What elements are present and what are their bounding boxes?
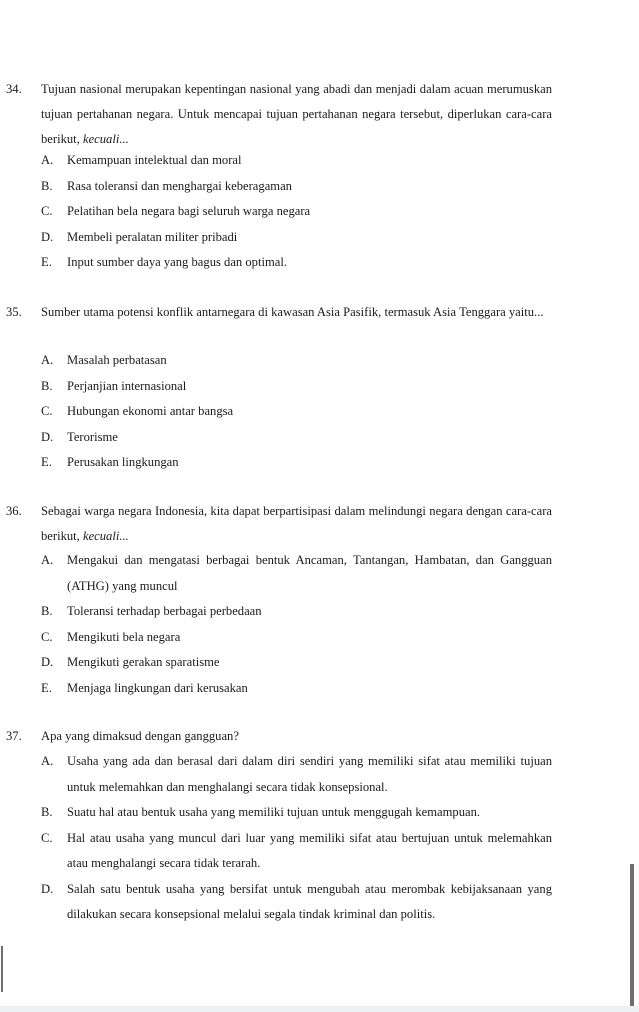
option-text: Toleransi terhadap berbagai perbedaan [67, 604, 262, 618]
option-text: Mengakui dan mengatasi berbagai bentuk Ancaman, Tantangan, Hambatan, dan Gangguan (ATHG) yang muncul [67, 553, 552, 593]
option-text: Pelatihan bela negara bagi seluruh warga negara [67, 204, 311, 218]
option-d[interactable] [41, 425, 552, 451]
question-text [41, 724, 552, 749]
bottom-edge [0, 1006, 639, 1012]
option-list [41, 148, 552, 276]
question-number: 37. [6, 729, 22, 743]
option-text: Usaha yang ada dan berasal dari dalam diri sendiri yang memiliki sifat atau memiliki tujuan untuk melemahkan dan menghalangi secara tidak konsepsional. [67, 754, 552, 794]
option-text: Menjaga lingkungan dari kerusakan [67, 680, 248, 695]
option-text: Input sumber daya yang bagus dan optimal. [67, 255, 287, 269]
option-c[interactable] [41, 625, 552, 651]
option-letter: C. [41, 830, 53, 845]
option-letter: B. [41, 805, 53, 819]
option-list [41, 749, 552, 928]
option-text: Hal atau usaha yang muncul dari luar yang memiliki sifat atau bertujuan untuk melemahkan atau menghalangi secara tidak terarah. [67, 830, 552, 870]
option-letter: E. [41, 680, 52, 695]
question-number: 35. [6, 305, 22, 319]
option-d[interactable] [41, 650, 552, 676]
option-a[interactable] [41, 348, 552, 374]
option-letter: E. [41, 255, 52, 269]
option-a[interactable] [41, 148, 552, 174]
option-b[interactable] [41, 174, 552, 200]
question-text [41, 499, 552, 549]
option-letter: C. [41, 204, 53, 218]
question-emphasis: kecuali... [82, 132, 129, 146]
option-list [41, 348, 552, 476]
option-letter: B. [41, 178, 53, 193]
option-b[interactable] [41, 374, 552, 400]
option-letter: A. [41, 153, 54, 167]
question-number: 34. [6, 82, 22, 96]
option-text: Kemampuan intelektual dan moral [67, 153, 242, 167]
option-letter: D. [41, 429, 54, 444]
question-body: Tujuan nasional merupakan kepentingan nasional yang abadi dan menjadi dalam acuan merumuskan tujuan pertahanan negara. Untuk mencapai tujuan pertahanan negara tersebut, diperlukan cara-cara berikut, [41, 82, 552, 146]
option-e[interactable] [41, 250, 552, 276]
option-letter: B. [41, 604, 53, 618]
option-text: Rasa toleransi dan menghargai keberagaman [67, 178, 292, 193]
option-d[interactable] [41, 877, 552, 928]
option-letter: A. [41, 353, 54, 367]
option-text: Perusakan lingkungan [67, 455, 179, 469]
option-letter: A. [41, 754, 54, 768]
option-c[interactable] [41, 826, 552, 877]
option-list [41, 548, 552, 701]
option-letter: D. [41, 229, 54, 244]
question-number: 36. [6, 504, 22, 518]
option-text: Terorisme [67, 429, 118, 444]
question-body: Apa yang dimaksud dengan gangguan? [41, 729, 239, 743]
option-text: Masalah perbatasan [67, 353, 167, 367]
option-text: Salah satu bentuk usaha yang bersifat untuk mengubah atau merombak kebijaksanaan yang dilakukan secara konsepsional melalui segala tindak kriminal dan politis. [67, 881, 552, 921]
option-a[interactable] [41, 548, 552, 599]
question-body: Sumber utama potensi konflik antarnegara di kawasan Asia Pasifik, termasuk Asia Tenggara yaitu... [41, 305, 544, 319]
option-letter: C. [41, 629, 53, 644]
option-b[interactable] [41, 599, 552, 625]
question-body: Sebagai warga negara Indonesia, kita dapat berpartisipasi dalam melindungi negara dengan cara-cara berikut, [41, 504, 552, 543]
question-text [41, 300, 552, 325]
option-text: Hubungan ekonomi antar bangsa [67, 404, 234, 418]
option-letter: B. [41, 378, 53, 393]
option-letter: D. [41, 655, 54, 669]
option-b[interactable] [41, 800, 552, 826]
option-c[interactable] [41, 199, 552, 225]
option-letter: C. [41, 404, 53, 418]
option-d[interactable] [41, 225, 552, 251]
option-a[interactable] [41, 749, 552, 800]
option-letter: E. [41, 455, 52, 469]
option-letter: D. [41, 881, 54, 896]
option-text: Suatu hal atau bentuk usaha yang memiliki tujuan untuk menggugah kemampuan. [67, 805, 481, 819]
option-e[interactable] [41, 450, 552, 476]
option-letter: A. [41, 553, 54, 567]
option-e[interactable] [41, 676, 552, 702]
scrollbar-thumb[interactable] [630, 864, 634, 1012]
question-emphasis: kecuali... [82, 529, 129, 543]
option-text: Mengikuti gerakan sparatisme [67, 655, 220, 669]
option-text: Mengikuti bela negara [67, 629, 181, 644]
option-text: Membeli peralatan militer pribadi [67, 229, 238, 244]
option-text: Perjanjian internasional [67, 378, 187, 393]
text-cursor-bar [1, 946, 3, 992]
question-text [41, 77, 552, 152]
option-c[interactable] [41, 399, 552, 425]
